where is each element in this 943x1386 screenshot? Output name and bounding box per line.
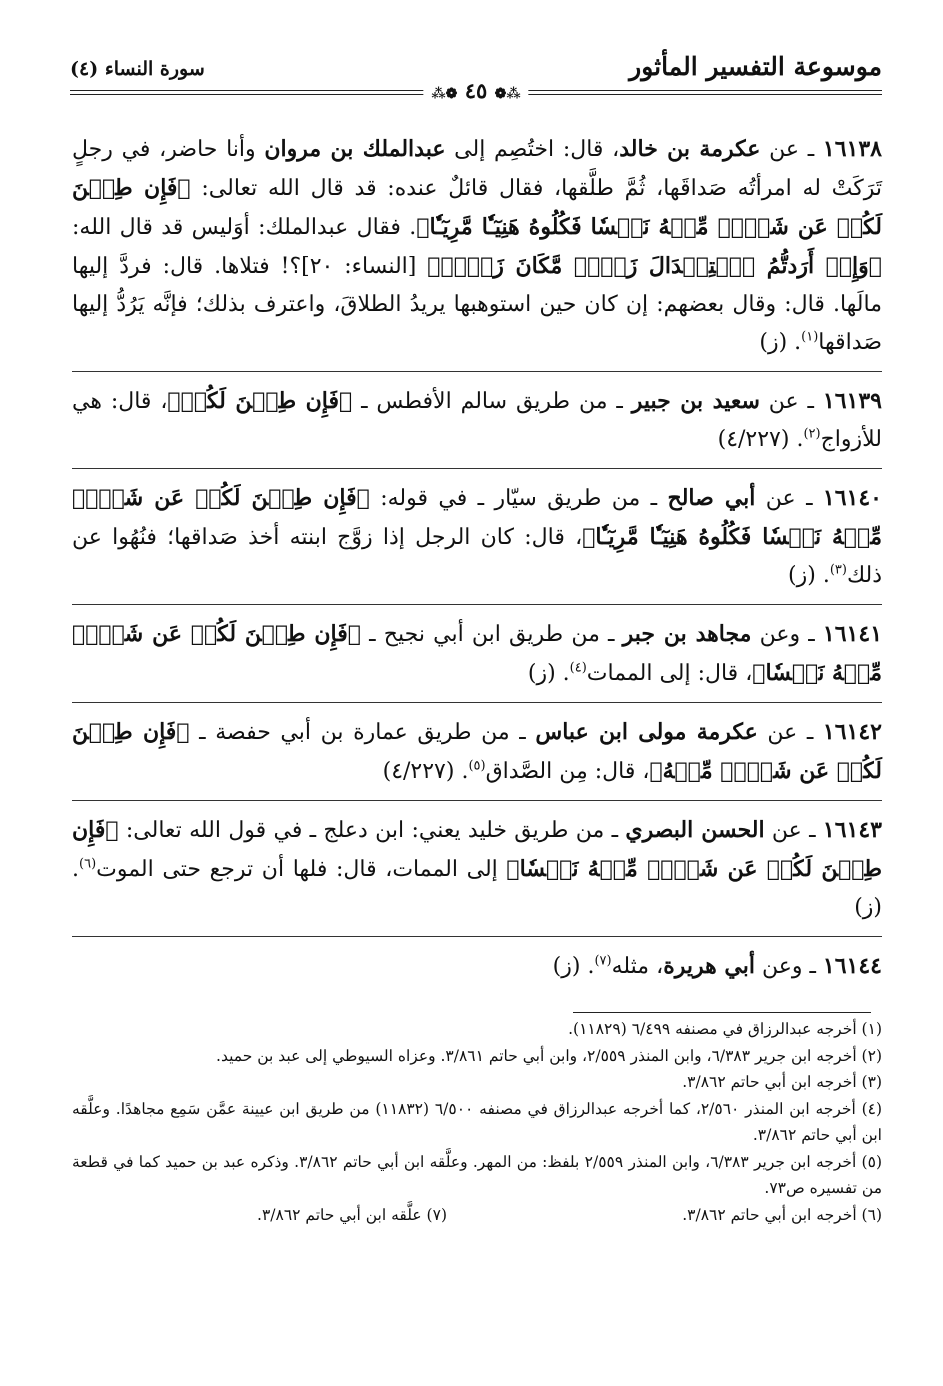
narrator-name: عبدالملك بن مروان: [264, 136, 446, 162]
entry-text: ـ عن: [759, 389, 823, 414]
entry-text: ـ من طريق عمارة بن أبي حفصة ـ: [189, 720, 536, 745]
entry-reference: . (ز): [788, 563, 830, 588]
entry-reference: . (ز): [72, 857, 882, 920]
entry-separator: [72, 604, 882, 605]
entry-16140: [72, 479, 882, 595]
entry-text: [النساء: ٢٠]؟! فتلاها. قال: فردَّ إليها مالَها. قال: وقال بعضهم: إن كان حين استوهبها يريدُ الطلاقَ، واعترف بذلك؛ فإنَّه يَرُدُّ إليها صَداقها: [72, 254, 882, 355]
footnote-3: (٣) أخرجه ابن أبي حاتم ٣/٨٦٢.: [682, 1073, 882, 1091]
entry-separator: [72, 468, 882, 469]
quran-verse: ﴿فَإِن طِبۡنَ لَكُمۡ عَن شَيۡءٖ مِّنۡهُ نَفۡسٗا فَكُلُوهُ هَنِيٓـٔٗا مَّرِيٓـٔٗا﴾: [72, 485, 882, 550]
entry-text: ـ وعن: [754, 954, 823, 979]
entry-number: ١٦١٤٣: [822, 817, 882, 843]
surah-title: سورة النساء (٤): [70, 58, 205, 80]
entry-number: ١٦١٤٤: [822, 953, 882, 979]
footnote-ref[interactable]: (٢): [803, 426, 821, 442]
footnote-2: (٢) أخرجه ابن جرير ٦/٣٨٣، وابن المنذر ٢/٥٥٩، وابن أبي حاتم ٣/٨٦١. وعزاه السيوطي إلى عبد بن حميد.: [216, 1046, 882, 1065]
entry-text: ـ عن: [757, 720, 823, 745]
footnote-4: (٤) أخرجه ابن المنذر ٢/٥٦٠، كما أخرجه عبدالرزاق في مصنفه ٦/٥٠٠ (١١٨٣٢) من طريق ابن عيينة عمَّن سَمِع مجاهدًا. وعلَّقه ابن أبي حاتم ٣/٨٦٢.: [72, 1099, 883, 1144]
narrator-name: مجاهد بن جبر: [622, 621, 752, 647]
narrator-name: أبي صالح: [667, 485, 756, 511]
entry-16144: [72, 947, 882, 986]
entry-text: ، قال: إلى الممات: [586, 661, 753, 686]
page-number: ٤٥: [464, 78, 488, 103]
footnote-7: (٧) علَّقه ابن أبي حاتم ٣/٨٦٢.: [257, 1205, 447, 1224]
entry-text: ، قال: مِن الصَّداق: [485, 759, 650, 784]
footnote-ref[interactable]: (٣): [829, 562, 847, 578]
entry-16138: [72, 130, 882, 362]
narrator-name: سعيد بن جبير: [631, 388, 760, 414]
entry-number: ١٦١٤٠: [822, 485, 882, 511]
footnote-rule: [573, 1012, 871, 1013]
entry-text: ـ من طريق ابن أبي نجيح ـ: [360, 622, 623, 647]
entry-16139: [72, 382, 882, 459]
entry-text: وأنا حاضر، في رجلٍ تَرَكَتْ له امرأتُه صَداقَها، ثُمَّ طلَّقها، فقال قائلٌ عنده: قد قال الله تعالى:: [72, 137, 883, 201]
entry-separator: [72, 936, 882, 937]
entry-reference: . (٤/٢٢٧): [382, 759, 469, 784]
entry-16142: [72, 713, 882, 791]
narrator-name: أبي هريرة: [663, 953, 755, 979]
footnote-row-6-7: [72, 1202, 882, 1229]
entry-text: ، مثله: [611, 954, 664, 979]
footnote-5: (٥) أخرجه ابن جرير ٦/٣٨٣، وابن المنذر ٢/٥٥٩ بلفظ: من المهر. وعلَّقه ابن أبي حاتم ٣/٨٦٢. وذكره عبد بن حميد كما في قطعة من تفسيره ص٧٣.: [72, 1152, 882, 1197]
narrator-name: عكرمة بن خالد: [619, 136, 761, 162]
entry-text: ـ من طريق سيّار ـ في قوله:: [369, 486, 668, 511]
entry-text: . فقال عبدالملك: أوَليس قد قال الله:: [72, 215, 417, 240]
entry-number: ١٦١٤١: [822, 621, 883, 647]
quran-verse: ﴿فَإِن طِبۡنَ لَكُمۡ عَن شَيۡءٖ مِّنۡهُ نَفۡسٗا﴾: [72, 817, 882, 882]
ornament-icon: ❁⁂: [431, 86, 458, 102]
footnote-ref[interactable]: (١): [801, 329, 819, 345]
entry-text: ـ من طريق سالم الأفطس ـ: [352, 389, 632, 414]
entry-text: ـ عن: [760, 137, 823, 162]
quran-verse: ﴿وَإِنۡ أَرَدتُّمُ ٱسۡتِبۡدَالَ زَوۡجٖ مَّكَانَ زَوۡجٖ﴾: [427, 253, 882, 279]
entry-separator: [72, 371, 882, 372]
footnote-6: (٦) أخرجه ابن أبي حاتم ٣/٨٦٢.: [682, 1205, 882, 1224]
entry-16143: [72, 811, 882, 927]
entry-text: ـ من طريق خليد يعني: ابن دعلج ـ في قول الله تعالى:: [118, 818, 626, 843]
footnote-ref[interactable]: (٤): [569, 660, 587, 676]
entry-text: إلى الممات، قال: فلها أن ترجع حتى الموت: [96, 857, 507, 882]
entry-text: ، قال: اختُصِم إلى: [445, 137, 620, 162]
narrator-name: الحسن البصري: [625, 817, 765, 843]
entry-text: ـ عن: [764, 818, 823, 843]
entry-number: ١٦١٤٢: [822, 719, 882, 745]
entry-text: ـ عن: [755, 486, 823, 511]
quran-verse: ﴿فَإِن طِبۡنَ لَكُمۡ عَن شَيۡءٖ مِّنۡهُ﴾: [72, 719, 882, 784]
entry-text: ـ وعن: [751, 622, 823, 647]
entry-number: ١٦١٣٨: [822, 136, 882, 162]
book-title: موسوعة التفسير المأثور: [629, 52, 882, 81]
page-number-block: [423, 78, 528, 103]
entry-16141: [72, 615, 882, 693]
footnote-ref[interactable]: (٧): [594, 953, 612, 969]
footnote-ref[interactable]: (٦): [79, 856, 97, 872]
entry-separator: [72, 702, 882, 703]
entry-reference: . (ز): [527, 661, 570, 686]
entry-reference: . (ز): [552, 954, 595, 979]
footnotes: [72, 1016, 882, 1229]
entry-separator: [72, 800, 882, 801]
quran-verse: ﴿فَإِن طِبۡنَ لَكُمۡ عَن شَيۡءٖ مِّنۡهُ نَفۡسٗا فَكُلُوهُ هَنِيٓـٔٗا مَّرِيٓـٔٗا﴾: [72, 175, 883, 240]
entry-reference: . (٤/٢٢٧): [717, 427, 804, 452]
main-text: [72, 130, 882, 986]
footnote-ref[interactable]: (٥): [468, 758, 486, 774]
entry-text: ، قال: كان الرجل إذا زوَّج ابنته أخذ صَداقها؛ فنُهُوا عن ذلك: [72, 525, 882, 588]
quran-verse: ﴿فَإِن طِبۡنَ لَكُمۡ عَن شَيۡءٖ مِّنۡهُ نَفۡسٗا﴾: [72, 621, 882, 686]
entry-text: ، قال: هي للأزواج: [72, 389, 882, 452]
entry-reference: . (ز): [759, 330, 802, 355]
narrator-name: عكرمة مولى ابن عباس: [535, 719, 758, 745]
entry-number: ١٦١٣٩: [822, 388, 882, 414]
ornament-icon: ⁂❁: [494, 86, 521, 102]
page-header: [70, 52, 882, 112]
footnote-1: (١) أخرجه عبدالرزاق في مصنفه ٦/٤٩٩ (١١٨٢٩).: [568, 1020, 882, 1038]
quran-verse: ﴿فَإِن طِبۡنَ لَكُمۡ﴾: [167, 388, 353, 414]
